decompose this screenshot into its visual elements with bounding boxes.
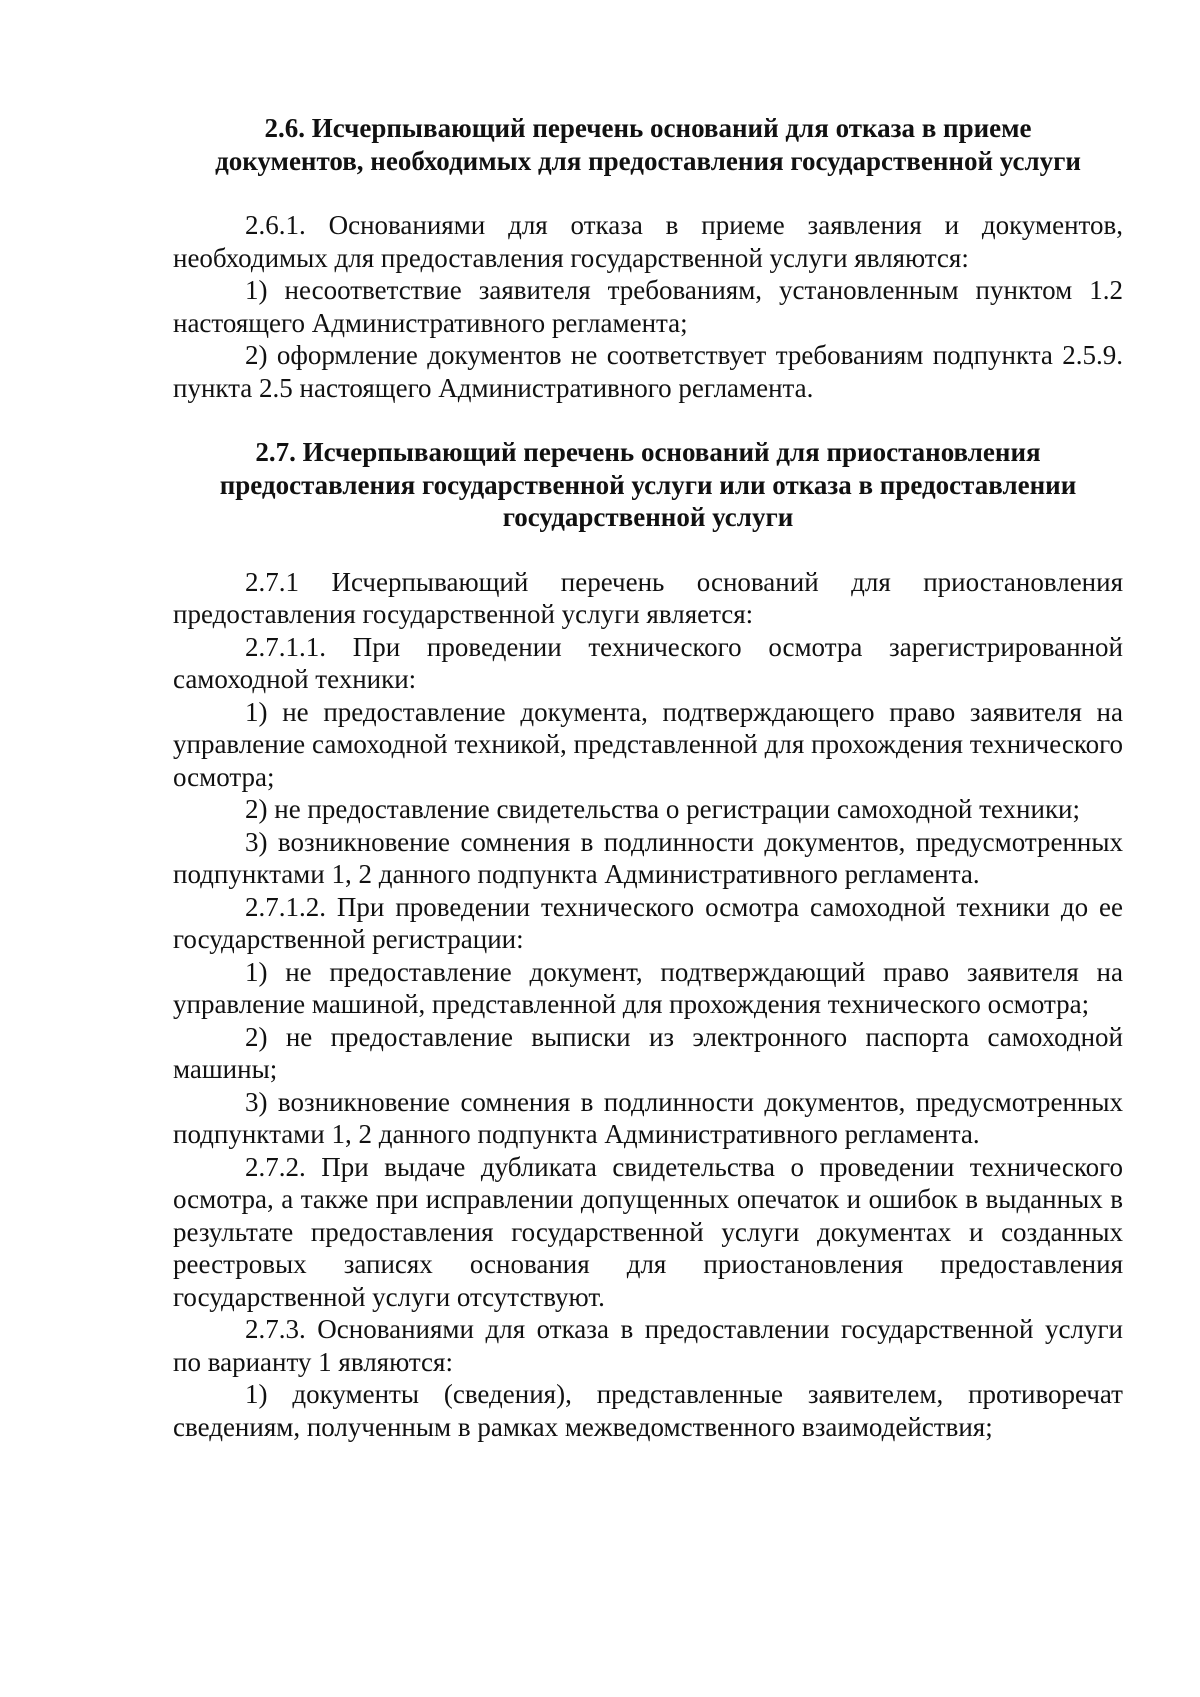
list-item: 3) возникновение сомнения в подлинности документов, предусмотренных подпунктами 1, 2 данного подпункта Административного регламента. xyxy=(173,826,1123,889)
heading-line: документов, необходимых для предоставления государственной услуги xyxy=(215,145,1081,176)
heading-line: предоставления государственной услуги или отказа в предоставлении xyxy=(219,469,1077,500)
paragraph-2-7-2: 2.7.2. При выдаче дубликата свидетельства о проведении технического осмотра, а также при исправлении допущенных опечаток и ошибок в выданных в результате предоставления государственной услуги документах и созданных реестровых записях основания для приостановления предоставления государственной услуги отсутствуют. xyxy=(173,1151,1123,1312)
paragraph-2-6-1: 2.6.1. Основаниями для отказа в приеме заявления и документов, необходимых для предоставления государственной услуги являются: xyxy=(173,210,1123,273)
paragraph-2-7-1-2: 2.7.1.2. При проведении технического осмотра самоходной техники до ее государственной регистрации: xyxy=(173,891,1123,954)
heading-line: 2.7. Исчерпывающий перечень оснований для приостановления xyxy=(255,437,1041,467)
paragraph-2-7-1-1: 2.7.1.1. При проведении технического осмотра зарегистрированной самоходной техники: xyxy=(173,631,1123,694)
list-item: 2) не предоставление свидетельства о регистрации самоходной техники; xyxy=(245,794,1081,824)
paragraph-2-7-1: 2.7.1 Исчерпывающий перечень оснований для приостановления предоставления государственной услуги является: xyxy=(173,566,1123,629)
list-item: 1) не предоставление документа, подтверждающего право заявителя на управление самоходной техникой, представленной для прохождения технического осмотра; xyxy=(173,696,1123,792)
list-item: 1) несоответствие заявителя требованиям, установленным пунктом 1.2 настоящего Административного регламента; xyxy=(173,275,1123,338)
list-item: 2) оформление документов не соответствует требованиям подпункта 2.5.9. пункта 2.5 настоящего Административного регламента. xyxy=(173,340,1123,403)
heading-line: 2.6. Исчерпывающий перечень оснований для отказа в приеме xyxy=(264,113,1032,143)
section-2-6-heading xyxy=(173,112,1123,177)
list-item: 3) возникновение сомнения в подлинности документов, предусмотренных подпунктами 1, 2 данного подпункта Административного регламента. xyxy=(173,1086,1123,1149)
document-body xyxy=(173,112,1123,1443)
section-2-7-heading xyxy=(173,436,1123,534)
list-item: 1) документы (сведения), представленные заявителем, противоречат сведениям, полученным в рамках межведомственного взаимодействия; xyxy=(173,1379,1123,1442)
paragraph-2-7-3: 2.7.3. Основаниями для отказа в предоставлении государственной услуги по варианту 1 являются: xyxy=(173,1314,1123,1377)
list-item: 2) не предоставление выписки из электронного паспорта самоходной машины; xyxy=(173,1021,1123,1084)
list-item: 1) не предоставление документ, подтверждающий право заявителя на управление машиной, представленной для прохождения технического осмотра; xyxy=(173,956,1123,1019)
heading-line: государственной услуги xyxy=(502,502,794,532)
